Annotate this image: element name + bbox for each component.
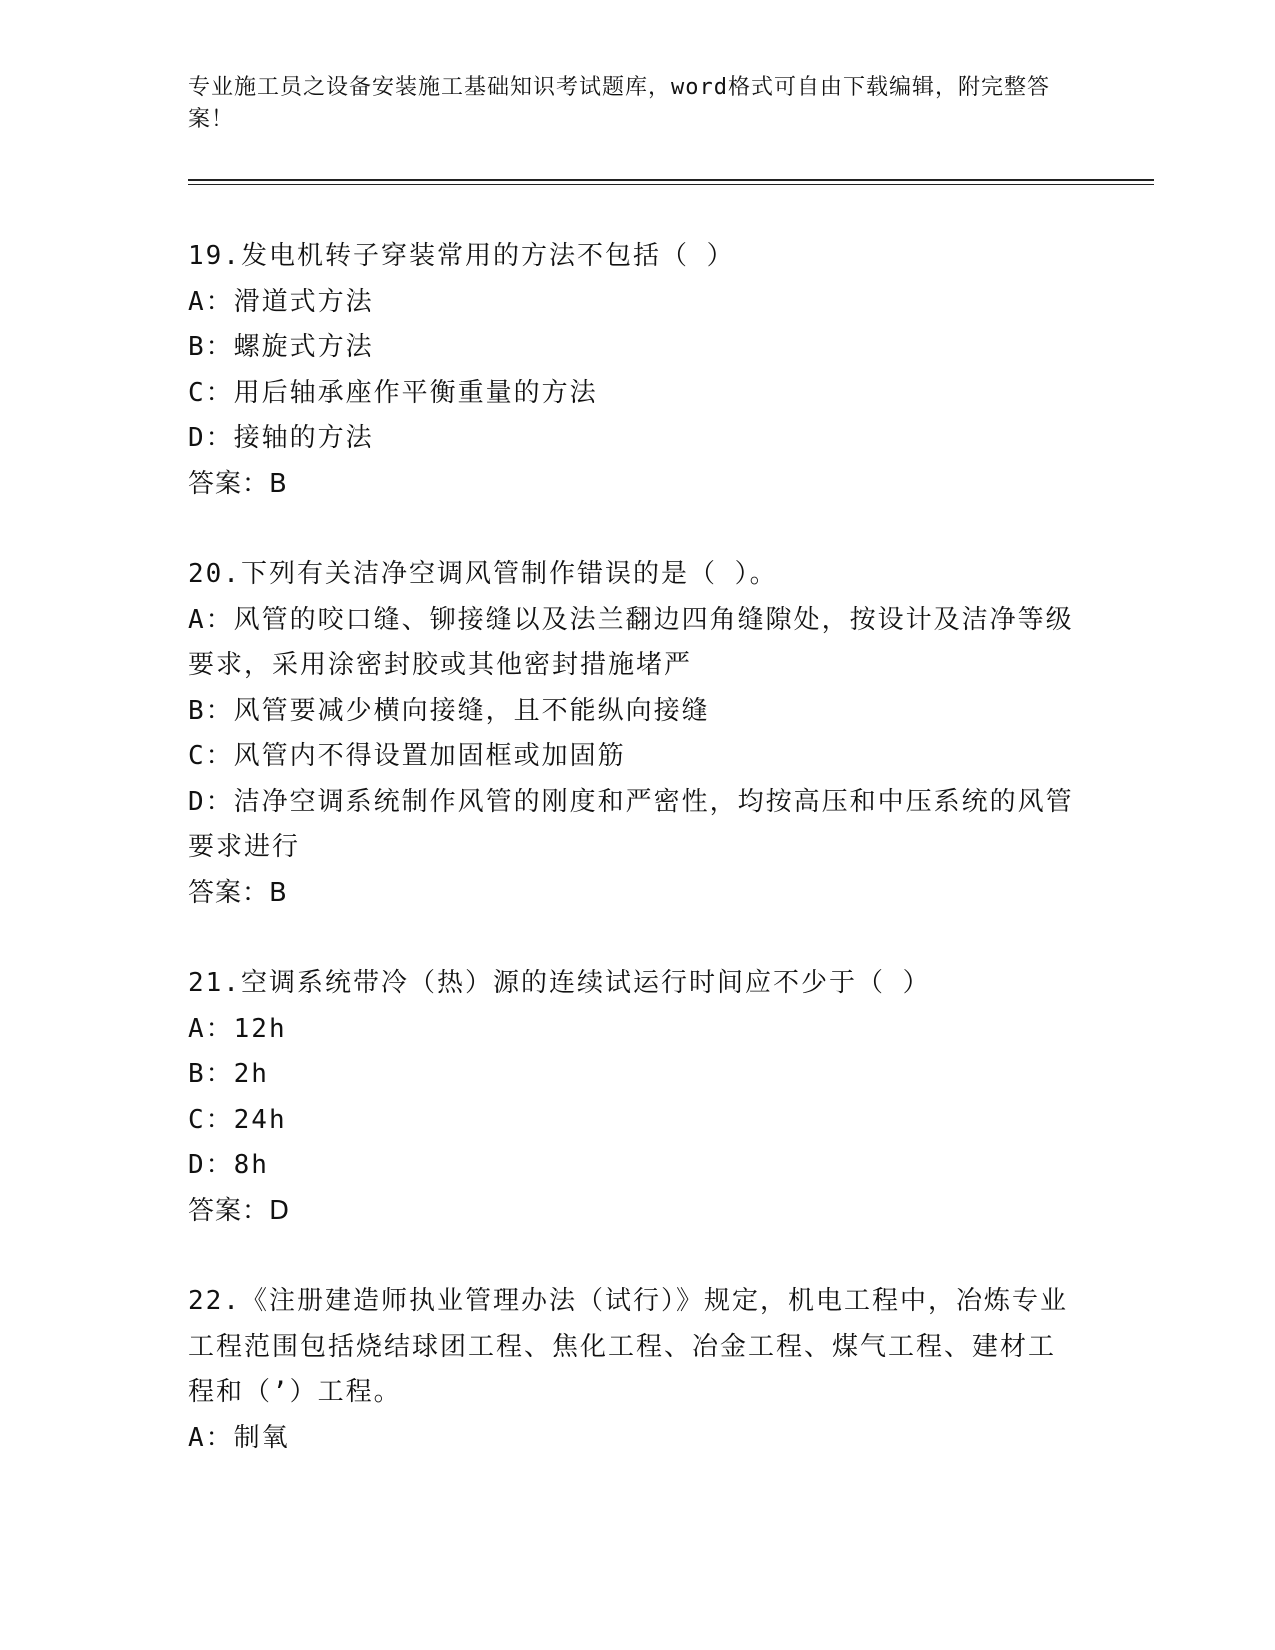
answer: 答案：B	[188, 877, 288, 908]
question-list	[188, 234, 1078, 1506]
option-b: B：螺旋式方法	[188, 332, 374, 362]
header-divider-thin	[188, 184, 1154, 185]
question-19	[188, 234, 1078, 507]
option-d: D：8h	[188, 1150, 269, 1180]
question-text: 22.《注册建造师执业管理办法（试行）》规定，机电工程中，冶炼专业工程范围包括烧结球团工程、焦化工程、冶金工程、煤气工程、建材工程和（’）工程。	[188, 1286, 1068, 1407]
question-text: 20.下列有关洁净空调风管制作错误的是（ ）。	[188, 559, 778, 589]
question-20	[188, 552, 1078, 916]
question-text: 21.空调系统带冷（热）源的连续试运行时间应不少于（ ）	[188, 968, 931, 998]
option-d: D：接轴的方法	[188, 423, 374, 453]
option-a: A：滑道式方法	[188, 286, 374, 317]
option-b: B：2h	[188, 1059, 269, 1089]
header-divider-thick	[188, 179, 1154, 181]
question-text: 19.发电机转子穿装常用的方法不包括（ ）	[188, 241, 735, 271]
option-a: A：风管的咬口缝、铆接缝以及法兰翻边四角缝隙处，按设计及洁净等级要求，采用涂密封胶或其他密封措施堵严	[188, 604, 1074, 680]
answer: 答案：B	[188, 468, 288, 499]
document-header: 专业施工员之设备安装施工基础知识考试题库，word格式可自由下载编辑，附完整答案！	[188, 75, 1050, 132]
question-22	[188, 1279, 1078, 1461]
option-d: D：洁净空调系统制作风管的刚度和严密性，均按高压和中压系统的风管要求进行	[188, 786, 1074, 862]
option-a: A：12h	[188, 1013, 287, 1044]
option-a: A：制氧	[188, 1422, 290, 1453]
option-c: C：24h	[188, 1104, 287, 1135]
option-b: B：风管要减少横向接缝，且不能纵向接缝	[188, 695, 710, 726]
option-c: C：风管内不得设置加固框或加固筋	[188, 741, 626, 771]
question-21	[188, 961, 1078, 1234]
option-c: C：用后轴承座作平衡重量的方法	[188, 377, 598, 408]
answer: 答案：D	[188, 1195, 291, 1226]
